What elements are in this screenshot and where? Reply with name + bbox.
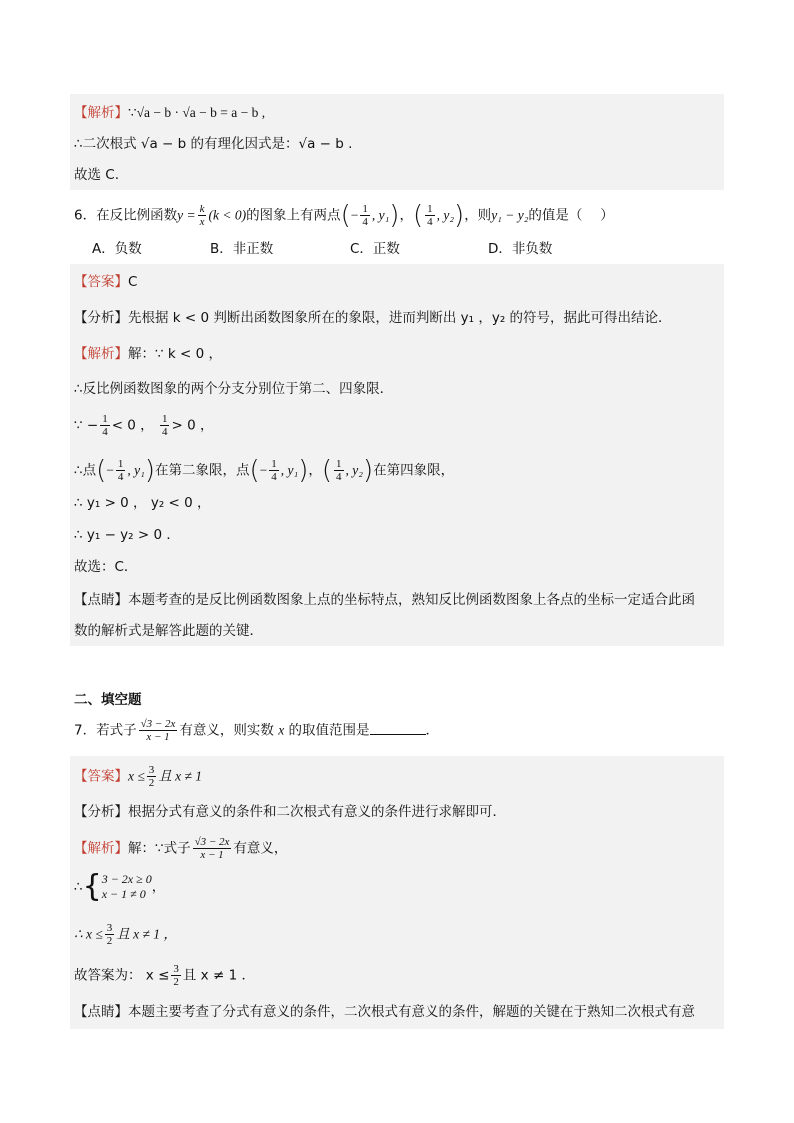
brace-symbol: {	[82, 869, 102, 904]
a6-line4: ∴点(− $\frac{1}{4}$ , y₁)在第二象限，点(− $\frac{1}{4}$ , y₁)，( $\frac{1}{4}$ , y₂)在第四象限，	[74, 455, 455, 486]
q6-option-d: D．非负数	[488, 241, 553, 257]
a6-l4-a: ∴点	[74, 462, 97, 479]
q6-diff: y₁ − y₂	[491, 207, 529, 223]
a6-l3-b: < 0 ，	[111, 417, 154, 434]
fenxi-tag: 【分析】	[74, 310, 128, 326]
a7-fenxi-line	[74, 802, 506, 822]
half-frac	[147, 764, 157, 789]
frac-denominator: 2	[173, 976, 179, 988]
frac-numerator: 1	[271, 458, 277, 470]
frac-numerator: √3 − 2x	[140, 718, 176, 730]
a6-daan-line	[74, 272, 137, 292]
a7-sys-prefix: ∴	[74, 879, 83, 895]
frac-numerator: 1	[117, 458, 124, 470]
q6-option-c: C．正数	[350, 241, 400, 257]
point-y1: , y₁	[280, 462, 299, 478]
q6-stem-end: ，则	[464, 207, 492, 224]
frac-numerator: k	[199, 203, 205, 215]
a6-line6: ∴ y₁ − y₂ > 0 ．	[74, 527, 180, 543]
quarter-frac	[269, 458, 279, 483]
system-row-1: 3 − 2x ≥ 0	[101, 872, 152, 886]
frac-denominator: 4	[102, 426, 108, 438]
q7-end: 的取值范围是	[288, 722, 370, 739]
frac-numerator: 1	[427, 203, 433, 215]
quarter-frac	[116, 458, 126, 483]
a6-line2: ∴反比例函数图象的两个分支分别位于第二、四象限．	[74, 381, 394, 397]
frac-denominator: 2	[148, 777, 155, 789]
q6-p2-y: , y₂	[436, 207, 455, 223]
a6-l4-b: 在第二象限，点	[154, 462, 250, 479]
point-prefix: −	[259, 462, 268, 478]
frac-numerator: 1	[161, 413, 168, 425]
a6-dianjing-line2: 数的解析式是解答此题的关键．	[74, 623, 263, 639]
q6-stem-mid: 的图象上有两点	[246, 207, 341, 224]
a7-jiexi-b: 有意义，	[233, 840, 288, 857]
a7-fenxi: 根据分式有意义的条件和二次根式有意义的条件进行求解即可．	[128, 804, 506, 820]
q6-p1-frac	[360, 203, 370, 228]
frac-denominator: x	[199, 216, 205, 228]
a6-l3-a: ∵ −	[74, 417, 99, 434]
a7-daan-b: 且 x ≠ 1	[158, 768, 203, 784]
a6-line3	[74, 413, 213, 438]
frac-numerator: √3 − 2x	[194, 836, 230, 848]
q7-prefix: 7．若式子	[74, 722, 137, 739]
a6-fenxi: 先根据 k < 0 判断出函数图象所在的象限，进而判断出 y₁ ，y₂ 的符号，据此可得出结论．	[128, 310, 672, 326]
q5-line2: ∴二次根式 √a − b 的有理化因式是：√a − b .	[74, 136, 353, 152]
frac-numerator: 3	[106, 922, 113, 934]
a7-l3-a: ∴ x ≤	[74, 926, 103, 942]
a6-l3-c: > 0 ，	[171, 417, 214, 434]
q6-y-eq: y =	[177, 207, 196, 223]
a6-dianjing1: 本题考查的是反比例函数图象上点的坐标特点，熟知反比例函数图象上各点的坐标一定适合此函	[128, 592, 695, 608]
frac-denominator: 4	[161, 426, 168, 438]
point-y1: , y₁	[127, 462, 145, 478]
half-frac	[105, 922, 115, 947]
q6-p1-prefix: −	[350, 207, 359, 223]
frac-denominator: 4	[336, 471, 342, 483]
q6-stem-tail: 的值是（ ）	[528, 207, 614, 224]
dianjing-tag: 【点睛】	[74, 592, 128, 608]
a7-l3-b: 且 x ≠ 1 ，	[116, 926, 177, 942]
dianjing-tag: 【点睛】	[74, 1004, 128, 1020]
q5-jiexi-text: ∵√a − b · √a − b = a − b ,	[128, 105, 266, 120]
q5-jiexi-line	[74, 103, 265, 123]
half-frac	[171, 963, 181, 988]
jiexi-tag: 【解析】	[74, 105, 128, 121]
a6-line5: ∴ y₁ > 0 ， y₂ < 0 ，	[74, 495, 211, 511]
jiexi-tag: 【解析】	[74, 840, 128, 857]
point-prefix: −	[106, 462, 114, 478]
q7-dot: ．	[425, 722, 440, 739]
jiexi-tag: 【解析】	[74, 346, 128, 362]
daan-tag: 【答案】	[74, 274, 128, 290]
frac-denominator: x − 1	[146, 731, 170, 743]
a7-system-line	[74, 869, 166, 906]
a7-l4-b: 且 x ≠ 1 ．	[182, 967, 255, 984]
a7-sys-suffix: ，	[151, 879, 166, 895]
q7-stem	[74, 718, 439, 743]
a7-jiexi-a: 解：∵式子	[128, 840, 191, 857]
frac-denominator: 4	[271, 471, 277, 483]
quarter-frac	[160, 413, 170, 438]
q7-mid: 有意义，则实数	[179, 722, 274, 739]
q6-option-a: A．负数	[92, 241, 142, 257]
frac-denominator: 4	[362, 216, 368, 228]
q5-line3: 故选 C.	[74, 167, 120, 183]
frac-numerator: 3	[173, 963, 179, 975]
a6-l4-c: ，	[308, 462, 322, 479]
answer-blank	[370, 722, 426, 735]
quarter-frac	[334, 458, 344, 483]
a7-daan-a: x ≤	[128, 768, 145, 784]
frac-numerator: 1	[336, 458, 342, 470]
a6-line7: 故选：C．	[74, 559, 138, 575]
a7-l4-a: 故答案为： x ≤	[74, 967, 170, 984]
a7-jiexi-line	[74, 836, 287, 861]
q6-k-over-x	[198, 203, 207, 228]
q6-k-cond: (k < 0)	[208, 207, 247, 223]
a6-daan: C	[128, 274, 138, 290]
q6-p1-y: , y₁	[371, 207, 390, 223]
a6-jiexi: 解：∵ k < 0 ，	[128, 346, 222, 362]
q7-var: x	[278, 722, 285, 738]
a7-dianjing-line	[74, 1002, 695, 1022]
a6-fenxi-line	[74, 308, 672, 328]
frac-numerator: 1	[362, 203, 368, 215]
daan-tag: 【答案】	[74, 768, 128, 785]
a7-line3	[74, 922, 177, 947]
fenxi-tag: 【分析】	[74, 804, 128, 820]
a7-daan-line	[74, 764, 202, 789]
q6-stem-prefix: 6．在反比例函数	[74, 207, 178, 224]
frac-denominator: x − 1	[200, 849, 224, 861]
q7-frac	[193, 836, 232, 861]
q6-option-b: B．非正数	[210, 241, 274, 257]
system-row-2: x − 1 ≠ 0	[101, 887, 146, 901]
frac-numerator: 3	[148, 764, 155, 776]
a6-dianjing-line1	[74, 590, 695, 610]
a7-line4	[74, 963, 255, 988]
q6-stem: 6．在反比例函数y = $\frac{k}{x}$ (k < 0)的图象上有两点(− $\frac{1}{4}$ , y₁)，( $\frac{1}{4}$ , y₂)，则y₁ − y₂的值是（ ）	[74, 200, 614, 231]
q7-answer-block	[70, 756, 724, 1029]
frac-numerator: 1	[102, 413, 108, 425]
frac-denominator: 2	[106, 935, 113, 947]
section-title: 二、填空题	[74, 692, 142, 708]
a6-jiexi-line	[74, 344, 222, 364]
frac-denominator: 4	[117, 471, 124, 483]
a6-l4-d: 在第四象限，	[373, 462, 455, 479]
q6-p2-frac	[425, 203, 435, 228]
a7-dianjing: 本题主要考查了分式有意义的条件，二次根式有意义的条件，解题的关键在于熟知二次根式有意	[128, 1004, 695, 1020]
quarter-frac	[100, 413, 110, 438]
inequality-system	[102, 872, 152, 902]
frac-denominator: 4	[427, 216, 433, 228]
point-y2: , y₂	[345, 462, 363, 478]
q7-frac	[139, 718, 178, 743]
